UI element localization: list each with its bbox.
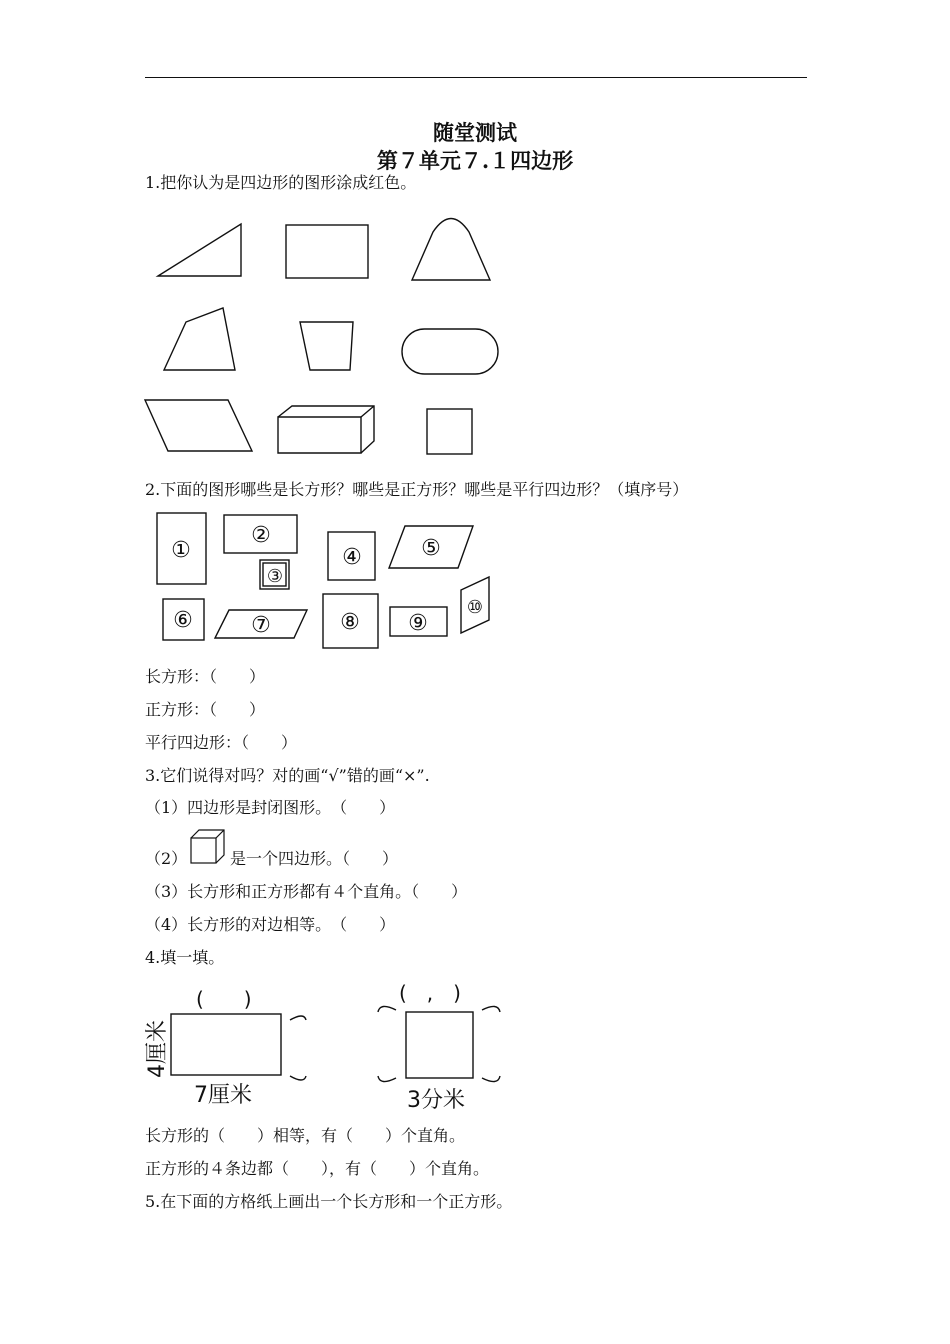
q4-rect-side-label: 4厘米 bbox=[145, 1020, 170, 1078]
q1-prompt: 1.把你认为是四边形的图形涂成红色。 bbox=[145, 173, 417, 192]
q1-shape-quadrilateral bbox=[164, 308, 235, 370]
q2-shape-1 bbox=[157, 513, 206, 584]
q2-answer-rectangle: 长方形：（ ） bbox=[145, 667, 266, 686]
q1-shape-arch-trapezoid bbox=[412, 219, 490, 281]
q1-shape-square bbox=[427, 409, 472, 454]
q4-square-bottom-label: 3分米 bbox=[407, 1088, 465, 1113]
q1-shape-rectangle bbox=[286, 225, 368, 278]
header-rule bbox=[145, 77, 807, 78]
q3-prompt: 3.它们说得对吗？对的画“√”错的画“×”. bbox=[145, 766, 430, 785]
q2-shape-5 bbox=[389, 526, 473, 568]
q2-shape-3 bbox=[260, 560, 289, 589]
q2-label-6: ⑥ bbox=[173, 608, 193, 633]
q2-label-9: ⑨ bbox=[408, 611, 428, 636]
q2-prompt: 2.下面的图形哪些是长方形？哪些是正方形？哪些是平行四边形？（填序号） bbox=[145, 480, 689, 499]
q1-shape-triangle bbox=[158, 224, 241, 276]
q2-label-1: ① bbox=[171, 538, 191, 563]
q2-label-5: ⑤ bbox=[421, 536, 441, 561]
q4-rect-bottom-label: 7厘米 bbox=[194, 1083, 252, 1108]
q1-shape-box bbox=[278, 406, 374, 453]
q2-label-4: ④ bbox=[342, 545, 362, 570]
q4-square bbox=[406, 1012, 473, 1078]
q2-shape-9 bbox=[390, 607, 447, 636]
q3-item-3: （3）长方形和正方形都有４个直角。（ ） bbox=[145, 882, 468, 901]
q3-item-1: （1）四边形是封闭图形。 （ ） bbox=[145, 798, 396, 817]
q3-item-2-text: 是一个四边形。（ ） bbox=[230, 849, 399, 868]
q2-shape-8 bbox=[323, 594, 378, 648]
q2-label-10: ⑩ bbox=[466, 597, 484, 618]
q4-prompt: 4.填一填。 bbox=[145, 948, 225, 967]
q1-shape-rounded bbox=[402, 329, 498, 374]
q4-rect-top-parens: ( ) bbox=[196, 987, 252, 1011]
q4-fill-1: 长方形的（ ）相等，有（ ）个直角。 bbox=[145, 1126, 466, 1145]
q4-square-top-parens: ( , ) bbox=[399, 981, 461, 1005]
q2-label-3: ③ bbox=[266, 566, 284, 587]
q1-shape-parallelogram bbox=[145, 400, 252, 451]
q2-shape-10 bbox=[461, 577, 489, 633]
q4-rectangle bbox=[171, 1014, 281, 1075]
q4-fill-2: 正方形的４条边都（ ），有（ ）个直角。 bbox=[145, 1159, 490, 1178]
q1-shape-trapezoid bbox=[300, 322, 353, 370]
q2-label-2: ② bbox=[251, 523, 271, 548]
q2-label-8: ⑧ bbox=[340, 610, 360, 635]
q2-shape-6 bbox=[163, 599, 204, 640]
q2-label-7: ⑦ bbox=[251, 613, 271, 638]
page-subtitle: 第７单元７.１四边形 bbox=[376, 148, 574, 173]
q2-shape-2 bbox=[224, 515, 297, 553]
q3-item-2-prefix: （2） bbox=[145, 849, 188, 868]
q5-prompt: 5.在下面的方格纸上画出一个长方形和一个正方形。 bbox=[145, 1192, 513, 1211]
q2-answer-square: 正方形：（ ） bbox=[145, 700, 266, 719]
q2-shape-7 bbox=[215, 610, 307, 638]
q2-answer-parallelogram: 平行四边形：（ ） bbox=[145, 733, 298, 752]
page-title: 随堂测试 bbox=[433, 120, 517, 145]
q2-shape-4 bbox=[328, 532, 375, 580]
q3-item-4: （4）长方形的对边相等。 （ ） bbox=[145, 915, 396, 934]
